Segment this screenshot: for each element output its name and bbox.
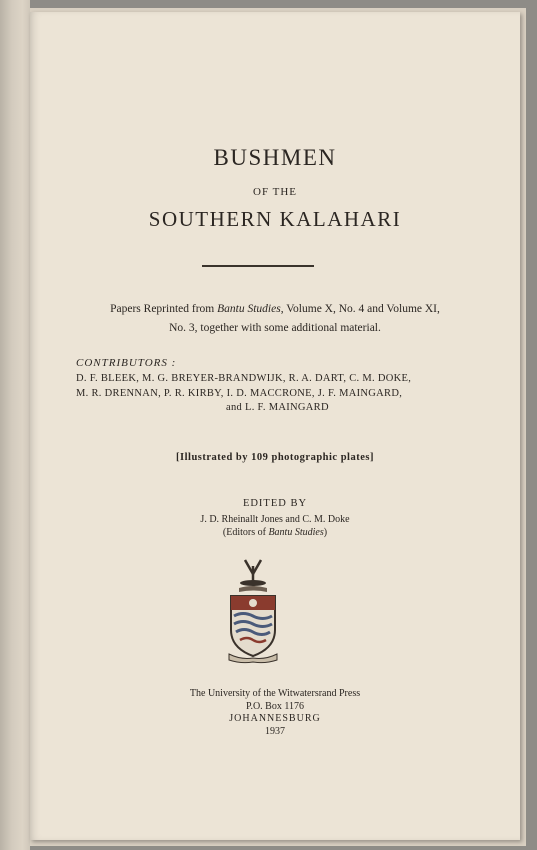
illustration-note: [Illustrated by 109 photographic plates] bbox=[176, 452, 374, 463]
editors-note-suffix: ) bbox=[323, 527, 328, 538]
editors-block bbox=[30, 513, 520, 539]
divider-rule bbox=[202, 265, 314, 267]
contributors-line: M. R. DRENNAN, P. R. KIRBY, I. D. MACCRONE, J. F. MAINGARD, bbox=[76, 387, 403, 399]
title-main: BUSHMEN bbox=[213, 145, 337, 170]
editors-note-journal: Bantu Studies bbox=[268, 527, 324, 538]
contributors-line: and L. F. MAINGARD bbox=[226, 402, 329, 413]
contributors-heading: CONTRIBUTORS : bbox=[76, 357, 177, 369]
publisher-city: JOHANNESBURG bbox=[229, 713, 321, 724]
publisher-block bbox=[30, 688, 520, 738]
publisher-po-box: P.O. Box 1176 bbox=[246, 700, 304, 712]
papers-line-1 bbox=[30, 300, 520, 319]
papers-line-2: No. 3, together with some additional material. bbox=[169, 322, 381, 334]
publisher-name: The University of the Witwatersrand Press bbox=[189, 688, 361, 699]
papers-prefix: Papers Reprinted from bbox=[110, 303, 218, 315]
papers-suffix: , Volume X, No. 4 and Volume XI, bbox=[280, 303, 440, 315]
editors-names: J. D. Rheinallt Jones and C. M. Doke bbox=[200, 514, 350, 525]
papers-note bbox=[30, 300, 520, 338]
editors-note bbox=[30, 526, 520, 539]
book-binding bbox=[0, 0, 30, 850]
publication-year: 1937 bbox=[265, 725, 285, 737]
contributors-list bbox=[76, 372, 456, 416]
title-sub: SOUTHERN KALAHARI bbox=[148, 207, 402, 231]
title-connector: OF THE bbox=[253, 186, 297, 198]
crest-icon bbox=[223, 556, 283, 664]
editors-note-prefix: (Editors of bbox=[222, 527, 269, 538]
papers-journal: Bantu Studies bbox=[217, 303, 281, 315]
contributors-line: D. F. BLEEK, M. G. BREYER-BRANDWIJK, R. A. DART, C. M. DOKE, bbox=[76, 373, 412, 384]
title-page bbox=[30, 12, 520, 840]
edited-by-label: EDITED BY bbox=[242, 498, 308, 509]
